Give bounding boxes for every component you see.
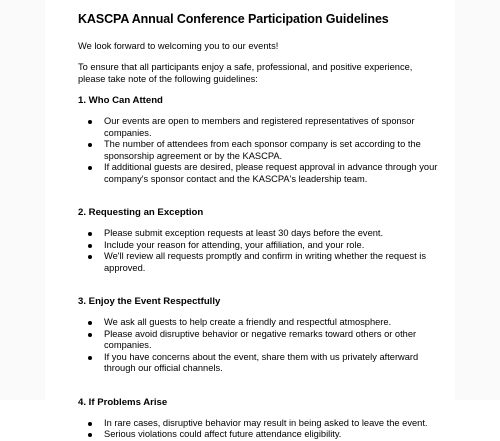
intro-welcome: We look forward to welcoming you to our events! [78, 41, 279, 51]
bullet-icon [88, 422, 92, 426]
list-item-text: Please submit exception requests at least 30 days before the event. [104, 228, 384, 238]
bullet-icon [88, 255, 92, 259]
list-item-text: The number of attendees from each sponsor company is set according to the sponsorship agreement or by the KASCPA. [104, 139, 421, 161]
document-body [78, 11, 438, 441]
section-heading-enjoy-event: 3. Enjoy the Event Respectfully [78, 296, 221, 307]
list-item [78, 251, 438, 274]
list-item-text: In rare cases, disruptive behavior may result in being asked to leave the event. [104, 417, 428, 428]
list-item [78, 329, 438, 352]
list-item-text: Please avoid disruptive behavior or negative remarks toward others or other companies. [104, 328, 417, 350]
list-item [78, 162, 438, 185]
list-item [78, 352, 438, 375]
section-list-requesting-exception [78, 228, 438, 274]
section-heading-who-can-attend: 1. Who Can Attend [78, 95, 163, 106]
page-margin-right [455, 0, 500, 400]
section-list-enjoy-event [78, 317, 438, 375]
bullet-icon [88, 232, 92, 236]
list-item [78, 116, 438, 139]
list-item [78, 228, 438, 240]
bullet-icon [88, 321, 92, 325]
list-item [78, 418, 438, 430]
bullet-icon [88, 433, 92, 437]
bullet-icon [88, 120, 92, 124]
list-item-text: Serious violations could affect future attendance eligibility. [104, 429, 342, 439]
page-margin-left [0, 0, 45, 400]
section-heading-requesting-exception: 2. Requesting an Exception [78, 207, 204, 218]
list-item-text: We ask all guests to help create a friendly and respectful atmosphere. [104, 317, 392, 327]
bullet-icon [88, 356, 92, 360]
list-item-text: If additional guests are desired, please request approval in advance through your company's sponsor contact and the KASCPA's leadership team. [104, 162, 438, 184]
list-item-text: We'll review all requests promptly and confirm in writing whether the request is approved. [104, 251, 426, 273]
bullet-icon [88, 333, 92, 337]
list-item-text: Our events are open to members and registered representatives of sponsor companies. [104, 116, 415, 138]
section-heading-if-problems-arise: 4. If Problems Arise [78, 396, 168, 408]
section-list-who-can-attend [78, 116, 438, 185]
list-item [78, 429, 438, 441]
list-item [78, 240, 438, 252]
intro-guidelines: To ensure that all participants enjoy a safe, professional, and positive experience, please take note of the following guidelines: [78, 62, 413, 84]
bullet-icon [88, 166, 92, 170]
list-item [78, 139, 438, 162]
list-item [78, 317, 438, 329]
bullet-icon [88, 244, 92, 248]
document-title: KASCPA Annual Conference Participation Guidelines [78, 12, 389, 26]
list-item-text: If you have concerns about the event, share them with us privately afterward through our official channels. [104, 351, 419, 373]
list-item-text: Include your reason for attending, your affiliation, and your role. [104, 239, 365, 250]
bullet-icon [88, 143, 92, 147]
section-list-if-problems-arise [78, 418, 438, 441]
